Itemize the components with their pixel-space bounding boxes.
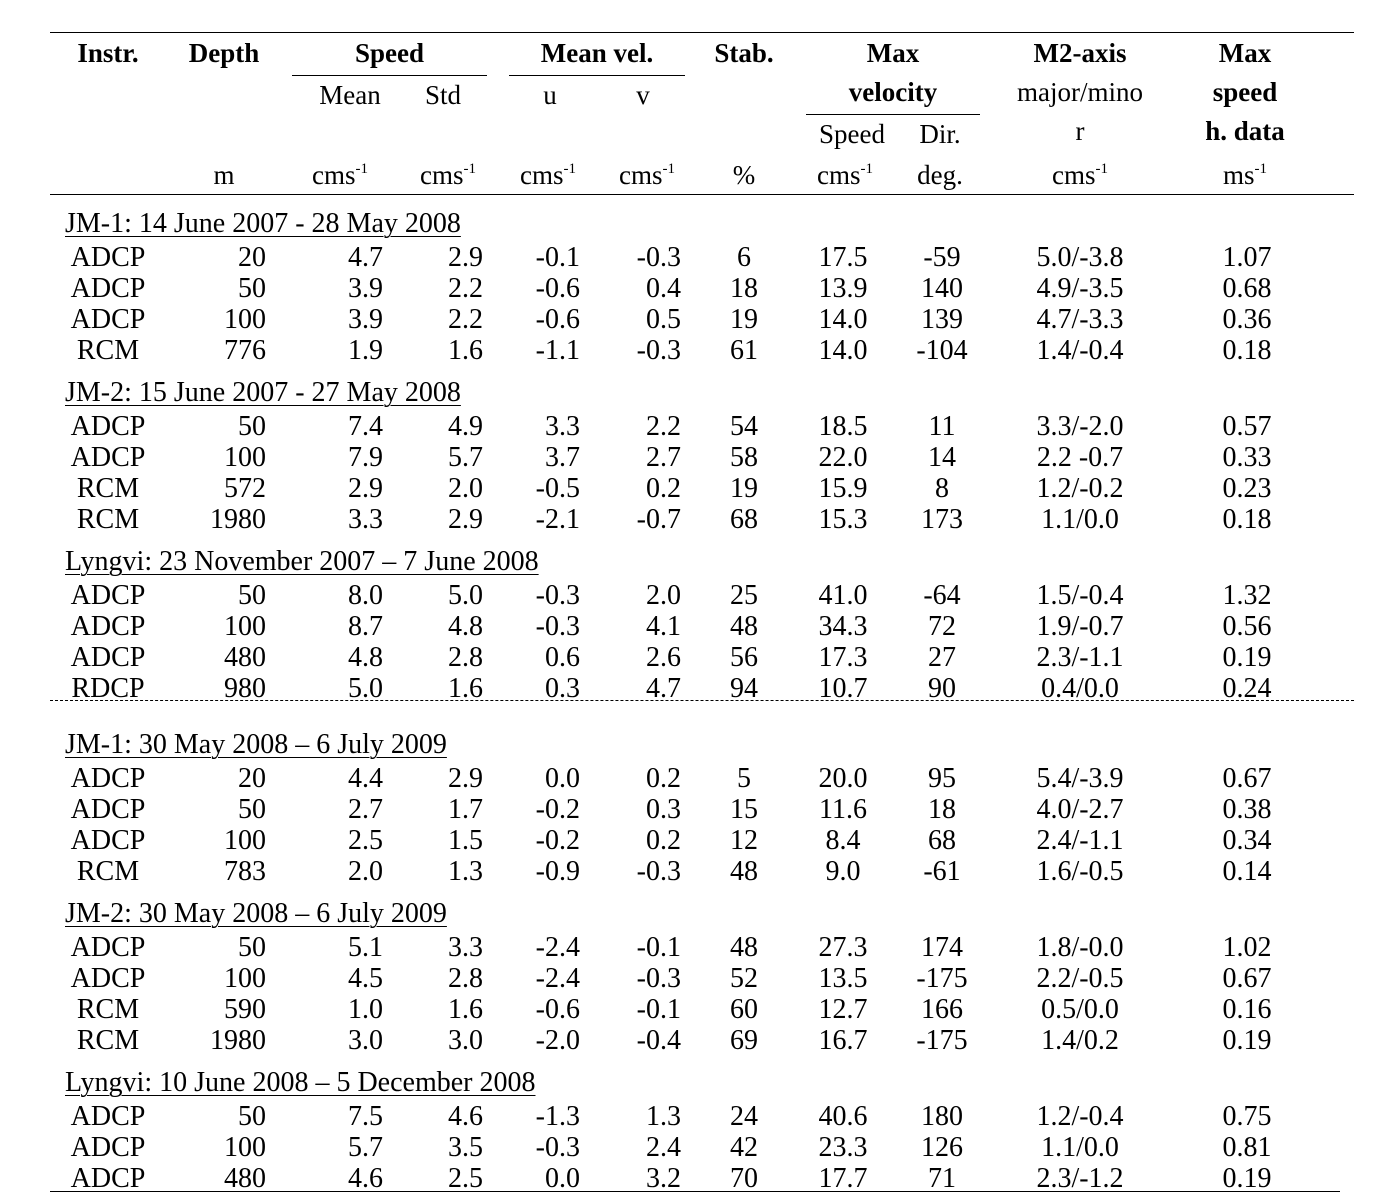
cell-speed-std: 2.9 <box>448 242 483 273</box>
cell-max-speed: 20.0 <box>818 763 868 794</box>
cell-m2-axis: 4.9/-3.5 <box>1036 273 1124 304</box>
cell-speed-std: 4.8 <box>448 611 483 642</box>
section-title: Lyngvi: 10 June 2008 – 5 December 2008 <box>65 1067 536 1098</box>
cell-m2-axis: 1.1/0.0 <box>1041 1132 1119 1163</box>
cell-dir: 71 <box>928 1163 956 1194</box>
cell-depth: 50 <box>238 1101 266 1132</box>
cell-stab: 48 <box>730 611 758 642</box>
cell-dir: -104 <box>916 335 968 366</box>
cell-speed-mean: 7.5 <box>348 1101 383 1132</box>
cell-u: -2.1 <box>535 504 580 535</box>
cell-max-speed: 40.6 <box>818 1101 868 1132</box>
cell-dir: 27 <box>928 642 956 673</box>
cell-dir: 14 <box>928 442 956 473</box>
cell-stab: 56 <box>730 642 758 673</box>
cell-depth: 100 <box>224 442 266 473</box>
cell-u: -0.3 <box>535 1132 580 1163</box>
cell-max-speed: 18.5 <box>818 411 868 442</box>
cell-instr: ADCP <box>70 642 146 673</box>
cell-max-speed: 15.9 <box>818 473 868 504</box>
cell-m2-axis: 1.9/-0.7 <box>1036 611 1124 642</box>
cell-stab: 52 <box>730 963 758 994</box>
cell-u: -0.3 <box>535 611 580 642</box>
cell-depth: 100 <box>224 304 266 335</box>
col-header-velocity: velocity <box>848 77 938 107</box>
unit-u: cms$^{-1}$ <box>520 160 576 190</box>
cell-depth: 480 <box>224 1163 266 1194</box>
cell-u: 0.0 <box>545 1163 580 1194</box>
cell-speed-mean: 2.0 <box>348 856 383 887</box>
cell-u: -2.4 <box>535 932 580 963</box>
cell-max-speed: 11.6 <box>819 794 867 825</box>
cell-u: -0.5 <box>535 473 580 504</box>
unit-stab: % <box>732 160 756 190</box>
cell-speed-std: 2.2 <box>448 273 483 304</box>
cell-instr: RCM <box>76 856 140 887</box>
section-title: Lyngvi: 23 November 2007 – 7 June 2008 <box>65 546 539 577</box>
cell-u: -0.2 <box>535 794 580 825</box>
cell-u: -0.2 <box>535 825 580 856</box>
cell-speed-std: 1.6 <box>448 673 483 704</box>
cell-stab: 69 <box>730 1025 758 1056</box>
cell-dir: 166 <box>921 994 963 1025</box>
cell-u: -2.0 <box>535 1025 580 1056</box>
cell-v: 0.2 <box>646 825 681 856</box>
col-header-minor-suffix: r <box>1075 116 1085 146</box>
cell-speed-std: 5.0 <box>448 580 483 611</box>
col-header-max-speed: Max <box>1218 38 1272 68</box>
cell-speed-mean: 3.9 <box>348 273 383 304</box>
cell-v: 4.7 <box>646 673 681 704</box>
cell-m2-axis: 4.7/-3.3 <box>1036 304 1124 335</box>
unit-speed-std: cms$^{-1}$ <box>420 160 476 190</box>
cell-speed-std: 1.6 <box>448 994 483 1025</box>
cell-max-speed: 14.0 <box>818 335 868 366</box>
cell-v: 0.5 <box>646 304 681 335</box>
cell-max-speed-hdata: 0.57 <box>1222 411 1272 442</box>
cell-dir: 68 <box>928 825 956 856</box>
cell-dir: 95 <box>928 763 956 794</box>
cell-max-speed: 34.3 <box>818 611 868 642</box>
cell-max-speed-hdata: 0.14 <box>1222 856 1272 887</box>
cell-dir: 8 <box>935 473 949 504</box>
cell-u: -1.1 <box>535 335 580 366</box>
cell-instr: RCM <box>76 1025 140 1056</box>
section-title: JM-1: 14 June 2007 - 28 May 2008 <box>65 208 461 239</box>
cell-v: -0.7 <box>636 504 681 535</box>
cell-speed-mean: 2.5 <box>348 825 383 856</box>
cell-dir: 139 <box>921 304 963 335</box>
cell-stab: 19 <box>730 304 758 335</box>
cell-v: 1.3 <box>646 1101 681 1132</box>
cell-u: 0.0 <box>545 763 580 794</box>
col-header-dir: Dir. <box>919 119 961 149</box>
cell-instr: ADCP <box>70 1101 146 1132</box>
section-title: JM-2: 15 June 2007 - 27 May 2008 <box>65 377 461 408</box>
cell-instr: ADCP <box>70 963 146 994</box>
cell-stab: 58 <box>730 442 758 473</box>
cell-v: 0.4 <box>646 273 681 304</box>
cell-max-speed-hdata: 0.67 <box>1222 763 1272 794</box>
col-header-max-speed-sub: Speed <box>819 119 885 149</box>
cell-max-speed: 13.5 <box>818 963 868 994</box>
cell-u: -0.3 <box>535 580 580 611</box>
cell-stab: 94 <box>730 673 758 704</box>
cell-stab: 18 <box>730 273 758 304</box>
cell-m2-axis: 1.8/-0.0 <box>1036 932 1124 963</box>
cell-max-speed: 17.3 <box>818 642 868 673</box>
cell-depth: 50 <box>238 273 266 304</box>
cell-speed-std: 4.6 <box>448 1101 483 1132</box>
cell-depth: 1980 <box>210 504 266 535</box>
cell-u: -1.3 <box>535 1101 580 1132</box>
cell-dir: -59 <box>923 242 961 273</box>
mean-vel-group-rule <box>509 75 685 76</box>
cell-speed-mean: 3.0 <box>348 1025 383 1056</box>
cell-depth: 590 <box>224 994 266 1025</box>
cell-dir: 90 <box>928 673 956 704</box>
cell-speed-mean: 5.1 <box>348 932 383 963</box>
cell-u: 3.3 <box>545 411 580 442</box>
cell-m2-axis: 1.1/0.0 <box>1041 504 1119 535</box>
cell-speed-std: 3.0 <box>448 1025 483 1056</box>
cell-max-speed-hdata: 1.32 <box>1222 580 1272 611</box>
cell-stab: 42 <box>730 1132 758 1163</box>
col-header-mean-vel: Mean vel. <box>540 38 654 68</box>
cell-m2-axis: 0.4/0.0 <box>1041 673 1119 704</box>
cell-stab: 25 <box>730 580 758 611</box>
cell-instr: RCM <box>76 335 140 366</box>
cell-u: 0.3 <box>545 673 580 704</box>
cell-max-speed-hdata: 0.75 <box>1222 1101 1272 1132</box>
cell-depth: 783 <box>224 856 266 887</box>
cell-speed-std: 2.8 <box>448 963 483 994</box>
cell-max-speed-hdata: 0.56 <box>1222 611 1272 642</box>
cell-max-speed-hdata: 0.38 <box>1222 794 1272 825</box>
cell-dir: 126 <box>921 1132 963 1163</box>
cell-v: 2.6 <box>646 642 681 673</box>
cell-stab: 12 <box>730 825 758 856</box>
cell-instr: ADCP <box>70 611 146 642</box>
cell-u: 3.7 <box>545 442 580 473</box>
cell-v: -0.4 <box>636 1025 681 1056</box>
cell-max-speed: 23.3 <box>818 1132 868 1163</box>
cell-speed-mean: 8.7 <box>348 611 383 642</box>
col-header-instr: Instr. <box>77 38 139 68</box>
cell-m2-axis: 2.2/-0.5 <box>1036 963 1124 994</box>
cell-u: -0.9 <box>535 856 580 887</box>
cell-depth: 20 <box>238 763 266 794</box>
cell-speed-std: 2.9 <box>448 763 483 794</box>
cell-speed-std: 5.7 <box>448 442 483 473</box>
cell-m2-axis: 5.4/-3.9 <box>1036 763 1124 794</box>
cell-speed-mean: 4.6 <box>348 1163 383 1194</box>
max-velocity-group-rule <box>806 114 980 115</box>
cell-speed-mean: 1.9 <box>348 335 383 366</box>
col-header-stab: Stab. <box>714 38 774 68</box>
cell-instr: ADCP <box>70 763 146 794</box>
cell-stab: 19 <box>730 473 758 504</box>
cell-dir: 72 <box>928 611 956 642</box>
cell-stab: 60 <box>730 994 758 1025</box>
cell-depth: 100 <box>224 1132 266 1163</box>
cell-stab: 6 <box>737 242 751 273</box>
cell-instr: RCM <box>76 504 140 535</box>
cell-dir: -64 <box>923 580 961 611</box>
cell-dir: 11 <box>928 411 956 442</box>
cell-max-speed: 10.7 <box>818 673 868 704</box>
cell-m2-axis: 3.3/-2.0 <box>1036 411 1124 442</box>
cell-speed-std: 2.8 <box>448 642 483 673</box>
col-header-speed-word: speed <box>1212 77 1278 107</box>
cell-dir: 180 <box>921 1101 963 1132</box>
cell-stab: 5 <box>737 763 751 794</box>
cell-max-speed: 22.0 <box>818 442 868 473</box>
cell-depth: 50 <box>238 411 266 442</box>
cell-u: -0.1 <box>535 242 580 273</box>
cell-speed-mean: 7.9 <box>348 442 383 473</box>
cell-max-speed-hdata: 0.18 <box>1222 335 1272 366</box>
cell-m2-axis: 1.2/-0.4 <box>1036 1101 1124 1132</box>
cell-max-speed-hdata: 0.23 <box>1222 473 1272 504</box>
cell-speed-mean: 7.4 <box>348 411 383 442</box>
col-header-depth: Depth <box>188 38 260 68</box>
cell-instr: ADCP <box>70 825 146 856</box>
cell-max-speed-hdata: 0.34 <box>1222 825 1272 856</box>
cell-speed-std: 2.0 <box>448 473 483 504</box>
cell-depth: 776 <box>224 335 266 366</box>
cell-v: 2.7 <box>646 442 681 473</box>
cell-instr: ADCP <box>70 794 146 825</box>
cell-m2-axis: 0.5/0.0 <box>1041 994 1119 1025</box>
cell-speed-std: 1.7 <box>448 794 483 825</box>
cell-depth: 572 <box>224 473 266 504</box>
cell-m2-axis: 4.0/-2.7 <box>1036 794 1124 825</box>
cell-max-speed-hdata: 0.33 <box>1222 442 1272 473</box>
unit-dir: deg. <box>917 160 963 190</box>
cell-stab: 68 <box>730 504 758 535</box>
cell-speed-std: 1.3 <box>448 856 483 887</box>
cell-max-speed-hdata: 0.36 <box>1222 304 1272 335</box>
cell-speed-std: 3.5 <box>448 1132 483 1163</box>
cell-speed-mean: 3.3 <box>348 504 383 535</box>
cell-instr: ADCP <box>70 580 146 611</box>
cell-v: 2.0 <box>646 580 681 611</box>
cell-max-speed: 14.0 <box>818 304 868 335</box>
cell-stab: 61 <box>730 335 758 366</box>
cell-u: 0.6 <box>545 642 580 673</box>
table-top-rule <box>50 32 1354 33</box>
cell-instr: RDCP <box>71 673 145 704</box>
cell-dir: 18 <box>928 794 956 825</box>
cell-max-speed-hdata: 0.19 <box>1222 1163 1272 1194</box>
cell-max-speed-hdata: 0.81 <box>1222 1132 1272 1163</box>
cell-v: -0.3 <box>636 242 681 273</box>
col-header-speed-mean: Mean <box>319 80 381 110</box>
cell-dir: 140 <box>921 273 963 304</box>
cell-instr: ADCP <box>70 1132 146 1163</box>
cell-u: -0.6 <box>535 304 580 335</box>
cell-max-speed-hdata: 0.18 <box>1222 504 1272 535</box>
cell-max-speed: 12.7 <box>818 994 868 1025</box>
unit-depth: m <box>213 160 235 190</box>
cell-depth: 20 <box>238 242 266 273</box>
cell-v: 0.2 <box>646 763 681 794</box>
cell-m2-axis: 2.3/-1.2 <box>1036 1163 1124 1194</box>
unit-m2axis: cms$^{-1}$ <box>1052 160 1108 190</box>
cell-depth: 980 <box>224 673 266 704</box>
cell-v: -0.3 <box>636 963 681 994</box>
cell-speed-std: 2.9 <box>448 504 483 535</box>
cell-depth: 100 <box>224 611 266 642</box>
cell-m2-axis: 1.4/0.2 <box>1041 1025 1119 1056</box>
section-title: JM-1: 30 May 2008 – 6 July 2009 <box>65 729 447 760</box>
cell-instr: ADCP <box>70 273 146 304</box>
cell-max-speed: 13.9 <box>818 273 868 304</box>
cell-speed-std: 3.3 <box>448 932 483 963</box>
cell-m2-axis: 1.4/-0.4 <box>1036 335 1124 366</box>
cell-speed-mean: 4.4 <box>348 763 383 794</box>
cell-speed-std: 4.9 <box>448 411 483 442</box>
cell-depth: 50 <box>238 932 266 963</box>
cell-u: -0.6 <box>535 994 580 1025</box>
cell-max-speed: 17.7 <box>818 1163 868 1194</box>
cell-depth: 100 <box>224 963 266 994</box>
cell-max-speed: 16.7 <box>818 1025 868 1056</box>
col-header-speed: Speed <box>354 38 425 68</box>
cell-m2-axis: 1.2/-0.2 <box>1036 473 1124 504</box>
cell-dir: 174 <box>921 932 963 963</box>
cell-instr: RCM <box>76 473 140 504</box>
cell-max-speed: 15.3 <box>818 504 868 535</box>
cell-v: -0.3 <box>636 335 681 366</box>
col-header-u: u <box>543 80 557 110</box>
cell-v: 0.3 <box>646 794 681 825</box>
cell-speed-mean: 1.0 <box>348 994 383 1025</box>
cell-m2-axis: 1.5/-0.4 <box>1036 580 1124 611</box>
cell-instr: ADCP <box>70 932 146 963</box>
cell-stab: 15 <box>730 794 758 825</box>
cell-depth: 50 <box>238 580 266 611</box>
cell-max-speed: 41.0 <box>818 580 868 611</box>
cell-v: -0.3 <box>636 856 681 887</box>
cell-speed-mean: 5.7 <box>348 1132 383 1163</box>
cell-speed-mean: 5.0 <box>348 673 383 704</box>
col-header-speed-std: Std <box>424 80 462 110</box>
cell-u: -0.6 <box>535 273 580 304</box>
cell-v: 2.4 <box>646 1132 681 1163</box>
cell-max-speed: 8.4 <box>825 825 861 856</box>
cell-m2-axis: 2.2 -0.7 <box>1036 442 1124 473</box>
cell-stab: 48 <box>730 856 758 887</box>
cell-instr: RCM <box>76 994 140 1025</box>
cell-depth: 1980 <box>210 1025 266 1056</box>
cell-m2-axis: 5.0/-3.8 <box>1036 242 1124 273</box>
cell-depth: 100 <box>224 825 266 856</box>
cell-speed-mean: 3.9 <box>348 304 383 335</box>
cell-dir: 173 <box>921 504 963 535</box>
cell-instr: ADCP <box>70 304 146 335</box>
cell-speed-mean: 2.9 <box>348 473 383 504</box>
cell-stab: 70 <box>730 1163 758 1194</box>
cell-dir: -61 <box>923 856 961 887</box>
cell-speed-std: 1.5 <box>448 825 483 856</box>
cell-max-speed-hdata: 0.68 <box>1222 273 1272 304</box>
col-header-m2axis: M2-axis <box>1033 38 1127 68</box>
cell-v: 3.2 <box>646 1163 681 1194</box>
unit-v: cms$^{-1}$ <box>619 160 675 190</box>
cell-v: 0.2 <box>646 473 681 504</box>
cell-speed-mean: 2.7 <box>348 794 383 825</box>
cell-speed-mean: 4.7 <box>348 242 383 273</box>
cell-max-speed-hdata: 0.19 <box>1222 1025 1272 1056</box>
cell-speed-std: 2.5 <box>448 1163 483 1194</box>
speed-group-rule <box>292 75 487 76</box>
unit-speed-mean: cms$^{-1}$ <box>312 160 368 190</box>
cell-speed-mean: 8.0 <box>348 580 383 611</box>
col-header-v: v <box>636 80 650 110</box>
cell-instr: ADCP <box>70 442 146 473</box>
col-header-max: Max <box>866 38 920 68</box>
cell-max-speed-hdata: 0.67 <box>1222 963 1272 994</box>
section-title: JM-2: 30 May 2008 – 6 July 2009 <box>65 898 447 929</box>
cell-u: -2.4 <box>535 963 580 994</box>
cell-max-speed-hdata: 1.07 <box>1222 242 1272 273</box>
cell-dir: -175 <box>916 963 968 994</box>
unit-max-speed-hdata: $ms^{-1}$ <box>1222 160 1267 190</box>
cell-max-speed: 27.3 <box>818 932 868 963</box>
cell-v: 4.1 <box>646 611 681 642</box>
cell-stab: 48 <box>730 932 758 963</box>
cell-max-speed: 9.0 <box>825 856 861 887</box>
cell-max-speed: 17.5 <box>818 242 868 273</box>
cell-depth: 480 <box>224 642 266 673</box>
cell-speed-std: 1.6 <box>448 335 483 366</box>
cell-speed-mean: 4.5 <box>348 963 383 994</box>
cell-stab: 54 <box>730 411 758 442</box>
cell-max-speed-hdata: 0.24 <box>1222 673 1272 704</box>
cell-m2-axis: 2.4/-1.1 <box>1036 825 1124 856</box>
cell-v: 2.2 <box>646 411 681 442</box>
cell-speed-mean: 4.8 <box>348 642 383 673</box>
cell-instr: ADCP <box>70 242 146 273</box>
col-header-hdata: h. data <box>1205 116 1285 146</box>
cell-m2-axis: 2.3/-1.1 <box>1036 642 1124 673</box>
cell-v: -0.1 <box>636 994 681 1025</box>
cell-stab: 24 <box>730 1101 758 1132</box>
cell-max-speed-hdata: 0.19 <box>1222 642 1272 673</box>
cell-depth: 50 <box>238 794 266 825</box>
cell-dir: -175 <box>916 1025 968 1056</box>
cell-instr: ADCP <box>70 411 146 442</box>
cell-instr: ADCP <box>70 1163 146 1194</box>
cell-m2-axis: 1.6/-0.5 <box>1036 856 1124 887</box>
cell-max-speed-hdata: 0.16 <box>1222 994 1272 1025</box>
cell-v: -0.1 <box>636 932 681 963</box>
cell-max-speed-hdata: 1.02 <box>1222 932 1272 963</box>
cell-speed-std: 2.2 <box>448 304 483 335</box>
header-bottom-rule <box>50 194 1354 195</box>
col-header-major-minor: major/mino <box>1017 77 1143 107</box>
unit-max-speed: cms$^{-1}$ <box>817 160 873 190</box>
